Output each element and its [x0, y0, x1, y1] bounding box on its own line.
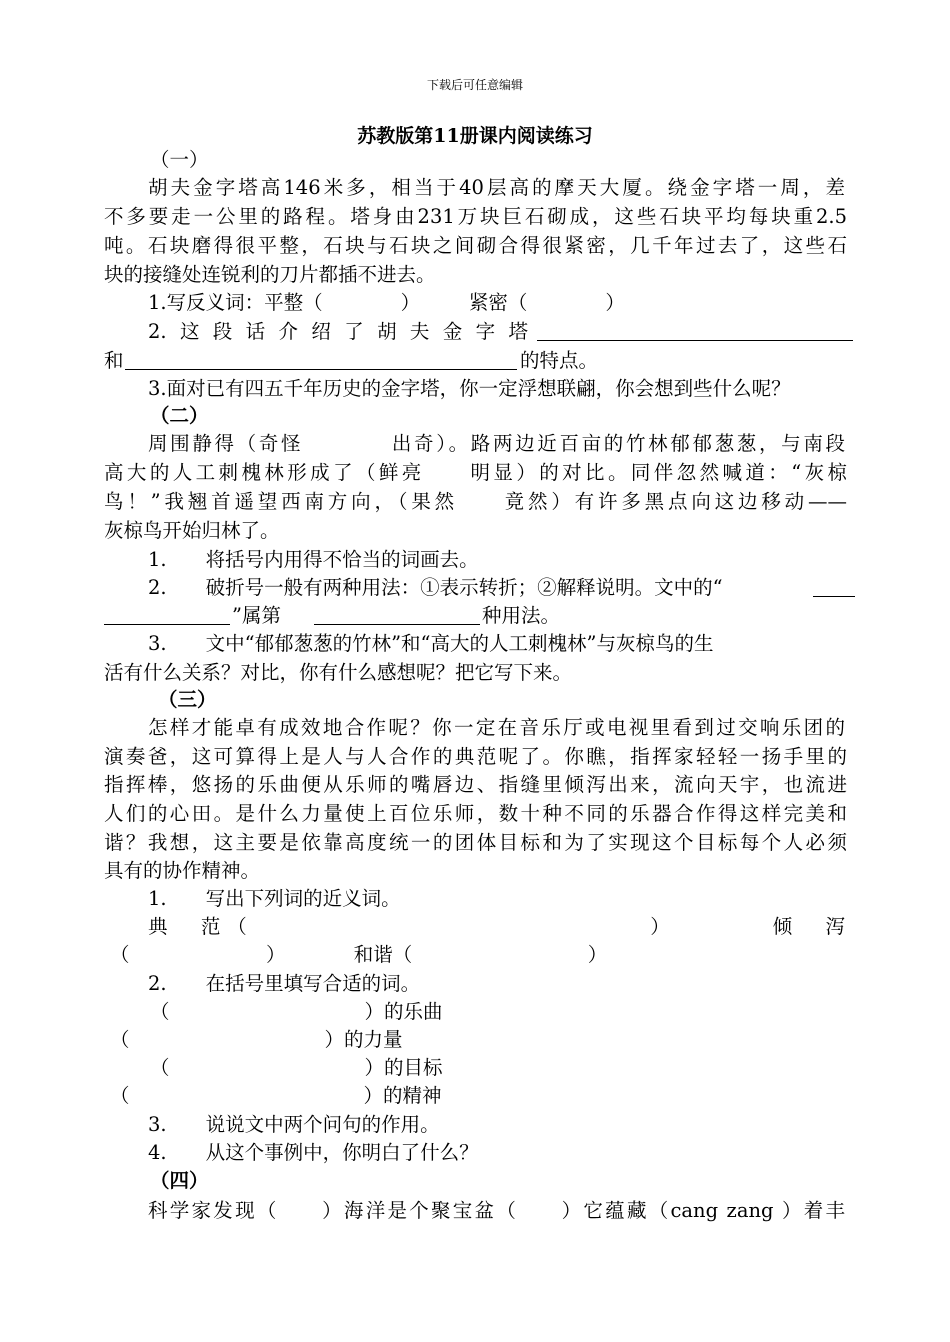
answer-blank-line[interactable] — [104, 624, 230, 625]
question-dash-usage: 2. 破折号一般有两种用法：①表示转折；②解释说明。文中的“ — [148, 576, 723, 599]
question-relation: 3. 文中“郁郁葱葱的竹林”和“高大的人工刺槐林”与灰椋鸟的生 — [148, 632, 714, 655]
section-3-paragraph-line: 谐？我想，这主要是依靠高度统一的团体目标和为了实现这个目标每个人必须 — [104, 831, 847, 854]
question-understand: 4. 从这个事例中，你明白了什么？ — [148, 1141, 479, 1164]
question-features-and: 和 — [104, 349, 124, 372]
section-3-label: （三） — [158, 688, 217, 711]
question-antonyms: 1.写反义词：平整（ ） 紧密（ ） — [148, 291, 625, 314]
section-4-label: （四） — [150, 1169, 209, 1192]
question-imagination: 3.面对已有四五千年历史的金字塔，你一定浮想联翩，你会想到些什么呢？ — [148, 377, 791, 400]
question-synonyms-row-2: （ ） 和谐（ ） — [110, 943, 608, 966]
section-4-paragraph-line: 科学家发现（ ）海洋是个聚宝盆（ ）它蕴藏（cang zang ）着丰 — [148, 1199, 845, 1222]
question-cross-out: 1. 将括号内用得不恰当的词画去。 — [148, 548, 479, 571]
section-1-paragraph-line: 不多要走一公里的路程。塔身由231万块巨石砌成，这些石块平均每块重2.5 — [104, 205, 847, 228]
question-fill-words: 2. 在括号里填写合适的词。 — [148, 972, 421, 995]
question-features-end: 的特点。 — [520, 349, 599, 372]
answer-blank-line[interactable] — [537, 340, 853, 341]
section-1-paragraph-line: 吨。石块磨得很平整，石块与石块之间砌合得很紧密，几千年过去了，这些石 — [104, 234, 847, 257]
section-2-paragraph-line: 周围静得（奇怪 出奇）。路两边近百亩的竹林郁郁葱葱，与南段 — [148, 432, 845, 455]
question-questions-role: 3. 说说文中两个问句的作用。 — [148, 1113, 440, 1136]
document-title: 苏教版第11册课内阅读练习 — [357, 125, 593, 147]
question-dash-usage-middle: ”属第 — [232, 604, 281, 627]
page-header: 下载后可任意编辑 — [426, 78, 523, 92]
fill-item-goal: （ ）的目标 — [150, 1056, 443, 1079]
section-1-paragraph-line: 胡夫金字塔高146米多，相当于40层高的摩天大厦。绕金字塔一周，差 — [148, 176, 845, 199]
question-synonyms: 1. 写出下列词的近义词。 — [148, 887, 401, 910]
question-synonyms-row-1: 典 范（ ） 倾 泻 — [148, 915, 845, 938]
question-relation-cont: 活有什么关系？对比，你有什么感想呢？把它写下来。 — [104, 661, 573, 684]
question-dash-usage-end: 种用法。 — [482, 604, 561, 627]
question-features-text: 2.这段话介绍了胡夫金字塔 — [148, 320, 528, 343]
answer-blank-line[interactable] — [813, 596, 855, 597]
section-2-paragraph-line: 高大的人工刺槐林形成了（鲜亮 明显）的对比。同伴忽然喊道：“灰椋 — [104, 461, 847, 484]
fill-item-spirit: （ ）的精神 — [110, 1084, 442, 1107]
answer-blank-line[interactable] — [125, 369, 517, 370]
fill-item-power: （ ）的力量 — [110, 1028, 403, 1051]
answer-blank-line[interactable] — [314, 624, 480, 625]
section-3-paragraph-line: 具有的协作精神。 — [104, 859, 261, 882]
section-3-paragraph-line: 怎样才能卓有成效地合作呢？你一定在音乐厅或电视里看到过交响乐团的 — [148, 716, 845, 739]
section-3-paragraph-line: 人们的心田。是什么力量使上百位乐师，数十种不同的乐器合作得这样完美和 — [104, 802, 847, 825]
section-2-paragraph-line: 鸟！”我翘首遥望西南方向，（果然 竟然）有许多黑点向这边移动—— — [104, 490, 847, 513]
section-1-paragraph-line: 块的接缝处连锐利的刀片都插不进去。 — [104, 263, 436, 286]
section-2-label: （二） — [150, 404, 209, 427]
fill-item-music: （ ）的乐曲 — [150, 1000, 443, 1023]
section-1-label: （一） — [150, 148, 209, 171]
section-2-paragraph-line: 灰椋鸟开始归林了。 — [104, 519, 280, 542]
section-3-paragraph-line: 演奏爸，这可算得上是人与人合作的典范呢了。你瞧，指挥家轻轻一扬手里的 — [104, 745, 847, 768]
section-3-paragraph-line: 指挥棒，悠扬的乐曲便从乐师的嘴唇边、指缝里倾泻出来，流向天宇，也流进 — [104, 773, 847, 796]
